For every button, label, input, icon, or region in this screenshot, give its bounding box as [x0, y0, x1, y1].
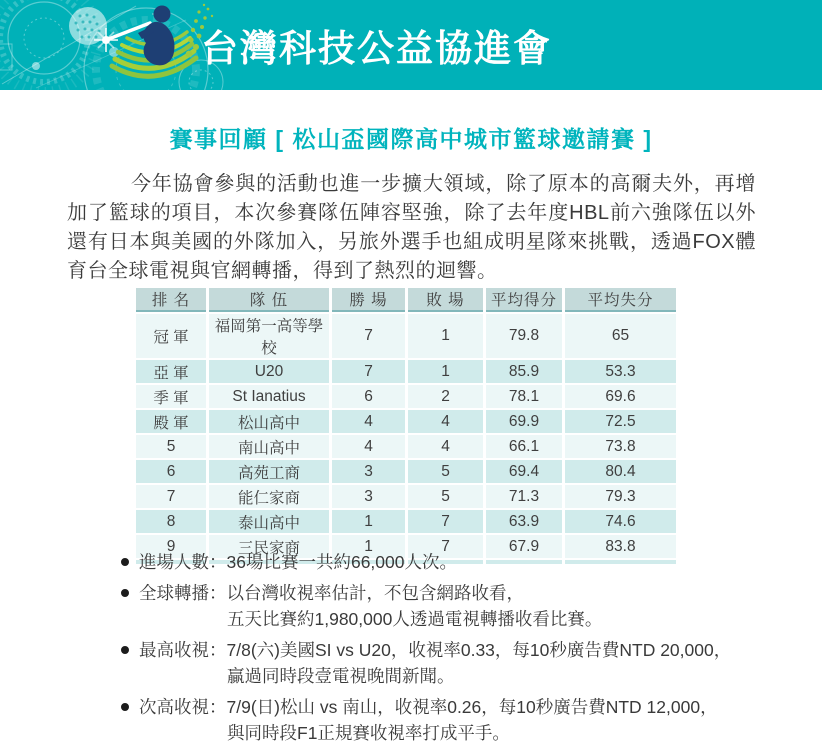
cell-avg-scored: 67.9: [486, 535, 562, 558]
cell-team: 松山高中: [209, 410, 329, 433]
table-row: [136, 510, 676, 533]
cell-avg-allowed: 74.6: [565, 510, 676, 533]
cell-team: 南山高中: [209, 435, 329, 458]
cell-rank: 9: [136, 535, 206, 558]
cell-team: 高苑工商: [209, 460, 329, 483]
col-avg-scored: 平均得分: [486, 288, 562, 312]
cell-rank: 5: [136, 435, 206, 458]
table-row: [136, 360, 676, 383]
cell-rank: 8: [136, 510, 206, 533]
stat-continuation: 與同時段F1正規賽收視率打成平手。: [227, 723, 510, 743]
col-rank: 排 名: [136, 288, 206, 312]
cell-losses: 2: [408, 385, 483, 408]
cell-avg-allowed: 65: [565, 314, 676, 358]
cell-rank: 殿 軍: [136, 410, 206, 433]
bullet-icon: [121, 558, 129, 566]
cell-avg-allowed: 83.8: [565, 535, 676, 558]
cell-losses: 7: [408, 510, 483, 533]
cell-avg-scored: 63.9: [486, 510, 562, 533]
stat-label: 最高收視：: [139, 640, 227, 660]
cell-avg-scored: 66.1: [486, 435, 562, 458]
col-wins: 勝 場: [332, 288, 405, 312]
intro-paragraph: 今年協會參與的活動也進一步擴大領域，除了原本的高爾夫外，再增加了籃球的項目，本次參賽隊伍陣容堅強，除了去年度HBL前六強隊伍以外還有日本與美國的外隊加入，另旅外選手也組成明星隊來挑戰，透過FOX體育台全球電視與官網轉播，得到了熱烈的迴響。: [67, 173, 756, 282]
cell-wins: 4: [332, 435, 405, 458]
cell-avg-allowed: 73.8: [565, 435, 676, 458]
cell-team: U20: [209, 360, 329, 383]
cell-avg-scored: 85.9: [486, 360, 562, 383]
cell-wins: 3: [332, 485, 405, 508]
cell-team: St Ianatius: [209, 385, 329, 408]
bullet-icon: [121, 646, 129, 654]
stat-label: 次高收視：: [139, 697, 227, 717]
stat-item: [121, 637, 801, 689]
cell-wins: 7: [332, 360, 405, 383]
stat-item: [121, 694, 801, 744]
col-avg-allowed: 平均失分: [565, 288, 676, 312]
stat-text: 7/8(六)美國SI vs U20，收視率0.33，每10秒廣告費NTD 20,000，: [226, 640, 732, 660]
cell-avg-scored: 78.1: [486, 385, 562, 408]
stat-item: [121, 549, 801, 575]
stat-text: 7/9(日)松山 vs 南山，收視率0.26，每10秒廣告費NTD 12,000，: [226, 697, 718, 717]
stat-body: [139, 694, 718, 744]
table-row: [136, 435, 676, 458]
stat-body: [139, 549, 457, 575]
cell-wins: 1: [332, 535, 405, 558]
cell-rank: 7: [136, 485, 206, 508]
org-title: 台灣科技公益協進會: [201, 28, 552, 69]
stat-text: 以台灣收視率估計，不包含網路收看，: [226, 583, 524, 603]
bullet-icon: [121, 703, 129, 711]
stat-body: [139, 637, 731, 689]
cell-wins: 7: [332, 314, 405, 358]
cell-avg-scored: 69.4: [486, 460, 562, 483]
cell-avg-scored: 69.9: [486, 410, 562, 433]
stat-continuation: 贏過同時段壹電視晚間新聞。: [227, 666, 455, 686]
site-header: [0, 0, 822, 90]
cell-team: 能仁家商: [209, 485, 329, 508]
table-row: [136, 410, 676, 433]
stat-item: [121, 580, 801, 632]
cell-avg-scored: 79.8: [486, 314, 562, 358]
stat-body: [139, 580, 602, 632]
cell-team: 泰山高中: [209, 510, 329, 533]
cell-team: 三民家商: [209, 535, 329, 558]
table-row: [136, 385, 676, 408]
standings-table-header: [136, 288, 676, 312]
cell-wins: 4: [332, 410, 405, 433]
cell-losses: 5: [408, 460, 483, 483]
table-row: [136, 314, 676, 358]
table-row: [136, 460, 676, 483]
cell-losses: 4: [408, 435, 483, 458]
cell-rank: 亞 軍: [136, 360, 206, 383]
cell-team: 福岡第一高等學校: [209, 314, 329, 358]
cell-wins: 3: [332, 460, 405, 483]
cell-avg-allowed: 79.3: [565, 485, 676, 508]
col-losses: 敗 場: [408, 288, 483, 312]
cell-losses: 4: [408, 410, 483, 433]
page-title: 賽事回顧 [ 松山盃國際高中城市籃球邀請賽 ]: [169, 126, 653, 152]
standings-table-body: [136, 314, 676, 558]
header-row: [136, 288, 676, 312]
col-team: 隊 伍: [209, 288, 329, 312]
bullet-icon: [121, 589, 129, 597]
stat-text: 36場比賽一共約66,000人次。: [226, 552, 457, 572]
stat-continuation: 五天比賽約1,980,000人透過電視轉播收看比賽。: [227, 609, 603, 629]
cell-avg-allowed: 69.6: [565, 385, 676, 408]
cell-avg-allowed: 80.4: [565, 460, 676, 483]
stat-label: 全球轉播：: [139, 583, 227, 603]
cell-avg-scored: 71.3: [486, 485, 562, 508]
cell-rank: 冠 軍: [136, 314, 206, 358]
stats-list: [121, 549, 801, 744]
cell-rank: 季 軍: [136, 385, 206, 408]
cell-wins: 1: [332, 510, 405, 533]
cell-avg-allowed: 72.5: [565, 410, 676, 433]
standings-table: [133, 286, 679, 566]
cell-wins: 6: [332, 385, 405, 408]
cell-losses: 1: [408, 360, 483, 383]
cell-rank: 6: [136, 460, 206, 483]
cell-losses: 5: [408, 485, 483, 508]
table-row: [136, 485, 676, 508]
stat-label: 進場人數：: [139, 552, 227, 572]
cell-avg-allowed: 53.3: [565, 360, 676, 383]
cell-losses: 1: [408, 314, 483, 358]
cell-losses: 7: [408, 535, 483, 558]
